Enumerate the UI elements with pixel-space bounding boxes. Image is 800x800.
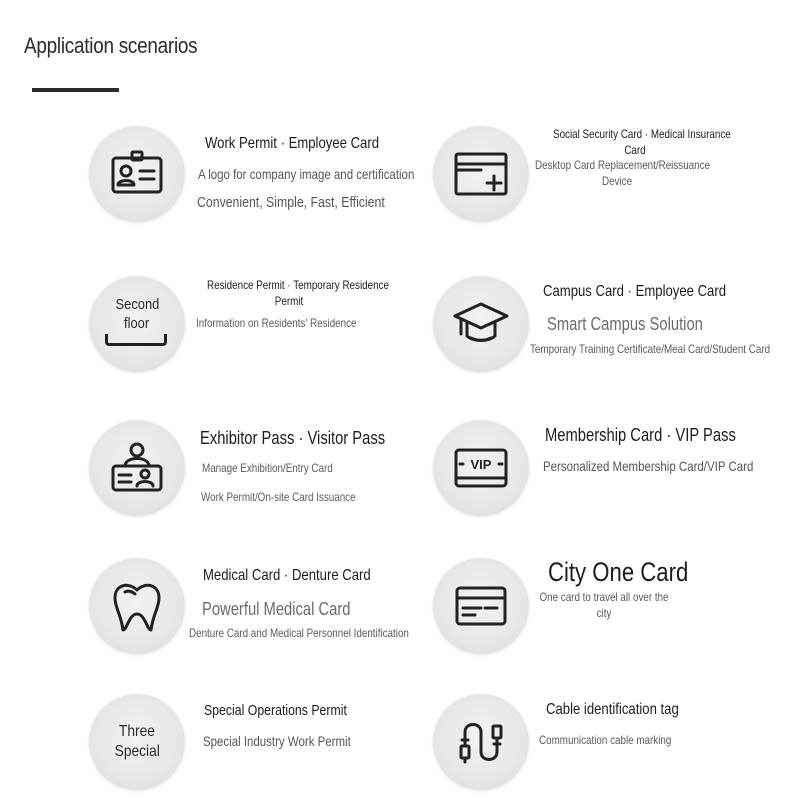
scenario-heading: Work Permit · Employee Card — [205, 135, 380, 152]
scenario-line: Convenient, Simple, Fast, Efficient — [197, 194, 385, 211]
icon-text: floor — [124, 315, 150, 332]
scenario-line: Manage Exhibition/Entry Card — [202, 461, 333, 475]
badge-person-icon — [107, 438, 167, 498]
scenario-line: Desktop Card Replacement/Reissuance — [535, 158, 711, 172]
vip-label: VIP — [470, 457, 492, 472]
scenario-heading: Card — [624, 143, 646, 157]
scenario-heading: Medical Card · Denture Card — [203, 567, 371, 584]
scenario-heading: Cable identification tag — [546, 701, 679, 718]
scenario-heading: Permit — [274, 294, 304, 308]
graduation-cap-icon — [451, 294, 511, 354]
scenario-icon-circle — [89, 420, 185, 516]
page-title: Application scenarios — [24, 33, 198, 58]
scenario-line: Work Permit/On-site Card Issuance — [201, 490, 356, 504]
scenario-line: Communication cable marking — [539, 733, 672, 747]
scenario-line: A logo for company image and certification — [198, 166, 415, 182]
scenario-line: Special Industry Work Permit — [203, 733, 351, 749]
scenario-line: Denture Card and Medical Personnel Identification — [189, 626, 409, 640]
scenario-icon-circle — [433, 126, 529, 222]
vip-card-icon — [451, 438, 511, 498]
scenario-icon-circle — [89, 126, 185, 222]
scenario-icon-circle — [433, 694, 529, 790]
scenario-icon-circle — [433, 558, 529, 654]
scenario-heading: Exhibitor Pass · Visitor Pass — [200, 428, 386, 448]
scenario-line: Device — [601, 174, 633, 188]
scenario-line: Personalized Membership Card/VIP Card — [543, 458, 754, 474]
scenario-icon-circle — [89, 276, 185, 372]
card-add-icon — [451, 144, 511, 204]
icon-text: Second — [115, 296, 159, 314]
scenario-line: One card to travel all over the — [539, 590, 669, 604]
city-card-icon — [451, 576, 511, 636]
tray-icon — [105, 334, 167, 346]
cable-icon — [451, 712, 511, 772]
icon-text: Special — [114, 743, 160, 760]
scenario-heading: Campus Card · Employee Card — [543, 283, 727, 300]
title-underline — [32, 88, 119, 92]
scenario-heading: Residence Permit · Temporary Residence — [207, 278, 389, 292]
scenario-heading: City One Card — [548, 557, 689, 587]
scenario-line: city — [596, 606, 612, 620]
id-card-icon — [107, 144, 167, 204]
scenario-line: Powerful Medical Card — [202, 599, 351, 619]
scenario-heading: Membership Card · VIP Pass — [545, 425, 736, 445]
scenario-icon-circle — [433, 276, 529, 372]
scenario-heading: Special Operations Permit — [204, 702, 347, 719]
scenario-icon-circle — [89, 558, 185, 654]
scenario-heading: Social Security Card · Medical Insurance — [553, 127, 731, 141]
tooth-icon — [107, 576, 167, 636]
scenario-line: Information on Residents' Residence — [196, 316, 357, 330]
scenario-icon-circle — [89, 694, 185, 790]
scenario-icon-circle — [433, 420, 529, 516]
scenario-line: Temporary Training Certificate/Meal Card/Student Card — [530, 342, 771, 356]
scenario-line: Smart Campus Solution — [547, 314, 703, 334]
icon-text: Three — [119, 723, 155, 740]
